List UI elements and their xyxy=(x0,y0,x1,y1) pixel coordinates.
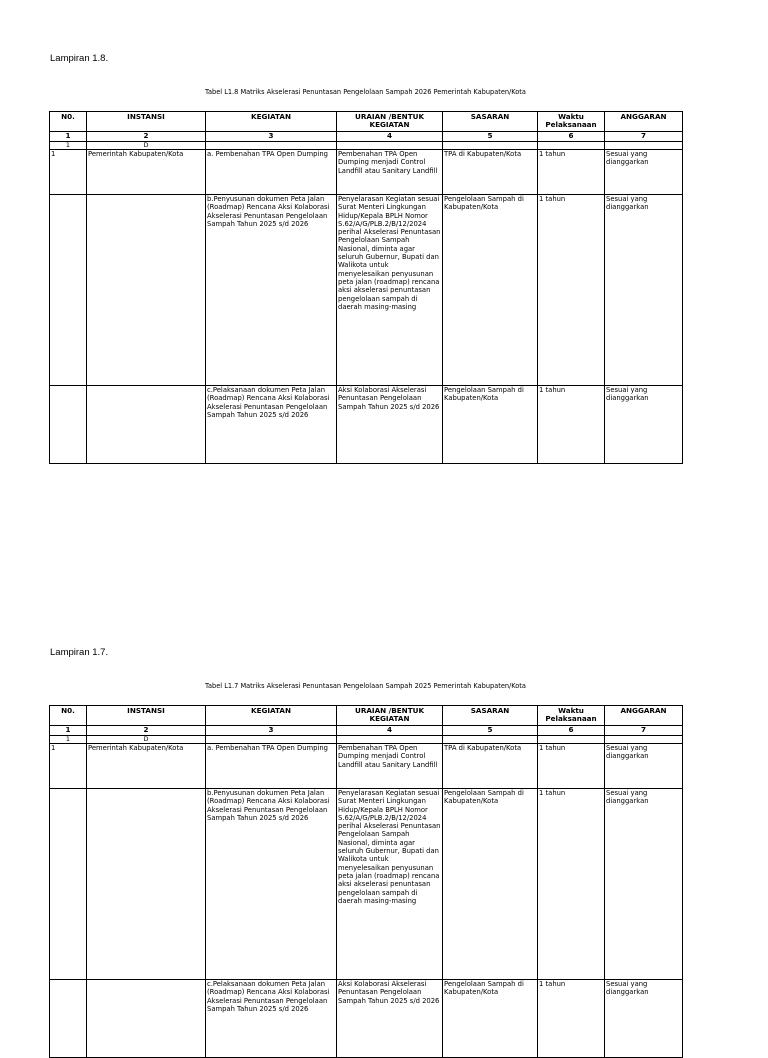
row-kegiatan: c.Pelaksanaan dokumen Peta Jalan (Roadmap) Rencana Aksi Kolaborasi Akselerasi Penuntasan Pengelolaan Sampah Tahun 2025 s/d 2026 xyxy=(206,386,337,464)
row-anggaran: Sesuai yang dianggarkan xyxy=(605,744,683,789)
row-sasaran: Pengelolaan Sampah di Kabupaten/Kota xyxy=(443,195,538,386)
column-number: 4 xyxy=(337,726,443,736)
col-header-no: N0. xyxy=(50,112,87,132)
group-number: 1 xyxy=(50,142,87,150)
row-uraian: Aksi Kolaborasi Akselerasi Penuntasan Pengelolaan Sampah Tahun 2025 s/d 2026 xyxy=(337,386,443,464)
row-waktu: 1 tahun xyxy=(538,150,605,195)
row-sasaran: Pengelolaan Sampah di Kabupaten/Kota xyxy=(443,980,538,1058)
group-code: D xyxy=(87,736,206,744)
column-number: 6 xyxy=(538,132,605,142)
row-no: 1 xyxy=(50,150,87,195)
row-anggaran: Sesuai yang dianggarkan xyxy=(605,195,683,386)
table-caption: Tabel L1.7 Matriks Akselerasi Penuntasan Pengelolaan Sampah 2025 Pemerintah Kabupaten/Kota xyxy=(205,682,526,690)
row-no xyxy=(50,195,87,386)
col-header-uraian: URAIAN /BENTUK KEGIATAN xyxy=(337,706,443,726)
col-header-anggaran: ANGGARAN xyxy=(605,112,683,132)
row-anggaran: Sesuai yang dianggarkan xyxy=(605,386,683,464)
column-number: 5 xyxy=(443,132,538,142)
col-header-uraian: URAIAN /BENTUK KEGIATAN xyxy=(337,112,443,132)
table-row xyxy=(50,195,683,386)
row-kegiatan: b.Penyusunan dokumen Peta Jalan (Roadmap) Rencana Aksi Kolaborasi Akselerasi Penuntasan Pengelolaan Sampah Tahun 2025 s/d 2026 xyxy=(206,195,337,386)
row-sasaran: Pengelolaan Sampah di Kabupaten/Kota xyxy=(443,789,538,980)
row-waktu: 1 tahun xyxy=(538,980,605,1058)
col-header-instansi: INSTANSI xyxy=(87,706,206,726)
table-row xyxy=(50,980,683,1058)
row-kegiatan: a. Pembenahan TPA Open Dumping xyxy=(206,150,337,195)
col-header-waktu: Waktu Pelaksanaan xyxy=(538,112,605,132)
column-number: 5 xyxy=(443,726,538,736)
row-sasaran: TPA di Kabupaten/Kota xyxy=(443,744,538,789)
col-header-no: N0. xyxy=(50,706,87,726)
row-anggaran: Sesuai yang dianggarkan xyxy=(605,150,683,195)
table-row xyxy=(50,386,683,464)
column-number: 3 xyxy=(206,726,337,736)
column-number: 2 xyxy=(87,726,206,736)
row-sasaran: Pengelolaan Sampah di Kabupaten/Kota xyxy=(443,386,538,464)
table-header-row xyxy=(50,706,683,726)
row-instansi xyxy=(87,195,206,386)
table-row xyxy=(50,789,683,980)
row-no xyxy=(50,789,87,980)
row-no xyxy=(50,386,87,464)
row-waktu: 1 tahun xyxy=(538,744,605,789)
group-code: D xyxy=(87,142,206,150)
row-instansi: Pemerintah Kabupaten/Kota xyxy=(87,150,206,195)
section-heading: Lampiran 1.8. xyxy=(50,53,109,64)
col-header-waktu: Waktu Pelaksanaan xyxy=(538,706,605,726)
column-number: 2 xyxy=(87,132,206,142)
column-number: 4 xyxy=(337,132,443,142)
col-header-instansi: INSTANSI xyxy=(87,112,206,132)
col-header-anggaran: ANGGARAN xyxy=(605,706,683,726)
group-row xyxy=(50,142,683,150)
row-uraian: Aksi Kolaborasi Akselerasi Penuntasan Pengelolaan Sampah Tahun 2025 s/d 2026 xyxy=(337,980,443,1058)
col-header-sasaran: SASARAN xyxy=(443,112,538,132)
column-number-row xyxy=(50,726,683,736)
row-instansi xyxy=(87,789,206,980)
row-anggaran: Sesuai yang dianggarkan xyxy=(605,789,683,980)
column-number: 1 xyxy=(50,726,87,736)
section-heading: Lampiran 1.7. xyxy=(50,647,109,658)
matrix-table xyxy=(49,705,683,1058)
table-row xyxy=(50,150,683,195)
row-no: 1 xyxy=(50,744,87,789)
row-kegiatan: c.Pelaksanaan dokumen Peta Jalan (Roadmap) Rencana Aksi Kolaborasi Akselerasi Penuntasan Pengelolaan Sampah Tahun 2025 s/d 2026 xyxy=(206,980,337,1058)
group-number: 1 xyxy=(50,736,87,744)
row-uraian: Penyelarasan Kegiatan sesuai Surat Menteri Lingkungan Hidup/Kepala BPLH Nomor S.62/A/G/PLB.2/B/12/2024 perihal Akselerasi Penuntasan Pengelolaan Sampah Nasional, diminta agar seluruh Gubernur, Bupati dan Walikota untuk menyelesaikan penyusunan peta jalan (roadmap) rencana aksi akselerasi penuntasan pengelolaan sampah di daerah masing-masing xyxy=(337,789,443,980)
col-header-kegiatan: KEGIATAN xyxy=(206,112,337,132)
column-number: 1 xyxy=(50,132,87,142)
row-waktu: 1 tahun xyxy=(538,386,605,464)
row-kegiatan: a. Pembenahan TPA Open Dumping xyxy=(206,744,337,789)
row-no xyxy=(50,980,87,1058)
row-anggaran: Sesuai yang dianggarkan xyxy=(605,980,683,1058)
row-instansi xyxy=(87,980,206,1058)
row-instansi: Pemerintah Kabupaten/Kota xyxy=(87,744,206,789)
table-caption: Tabel L1.8 Matriks Akselerasi Penuntasan Pengelolaan Sampah 2026 Pemerintah Kabupaten/Kota xyxy=(205,88,526,96)
row-uraian: Pembenahan TPA Open Dumping menjadi Control Landfill atau Sanitary Landfill xyxy=(337,150,443,195)
row-uraian: Penyelarasan Kegiatan sesuai Surat Menteri Lingkungan Hidup/Kepala BPLH Nomor S.62/A/G/PLB.2/B/12/2024 perihal Akselerasi Penuntasan Pengelolaan Sampah Nasional, diminta agar seluruh Gubernur, Bupati dan Walikota untuk menyelesaikan penyusunan peta jalan (roadmap) rencana aksi akselerasi penuntasan pengelolaan sampah di daerah masing-masing xyxy=(337,195,443,386)
column-number: 7 xyxy=(605,132,683,142)
group-row xyxy=(50,736,683,744)
row-instansi xyxy=(87,386,206,464)
matrix-table xyxy=(49,111,683,464)
col-header-kegiatan: KEGIATAN xyxy=(206,706,337,726)
column-number-row xyxy=(50,132,683,142)
column-number: 6 xyxy=(538,726,605,736)
row-kegiatan: b.Penyusunan dokumen Peta Jalan (Roadmap) Rencana Aksi Kolaborasi Akselerasi Penuntasan Pengelolaan Sampah Tahun 2025 s/d 2026 xyxy=(206,789,337,980)
row-waktu: 1 tahun xyxy=(538,195,605,386)
column-number: 3 xyxy=(206,132,337,142)
table-header-row xyxy=(50,112,683,132)
row-waktu: 1 tahun xyxy=(538,789,605,980)
table-row xyxy=(50,744,683,789)
column-number: 7 xyxy=(605,726,683,736)
row-sasaran: TPA di Kabupaten/Kota xyxy=(443,150,538,195)
row-uraian: Pembenahan TPA Open Dumping menjadi Control Landfill atau Sanitary Landfill xyxy=(337,744,443,789)
col-header-sasaran: SASARAN xyxy=(443,706,538,726)
